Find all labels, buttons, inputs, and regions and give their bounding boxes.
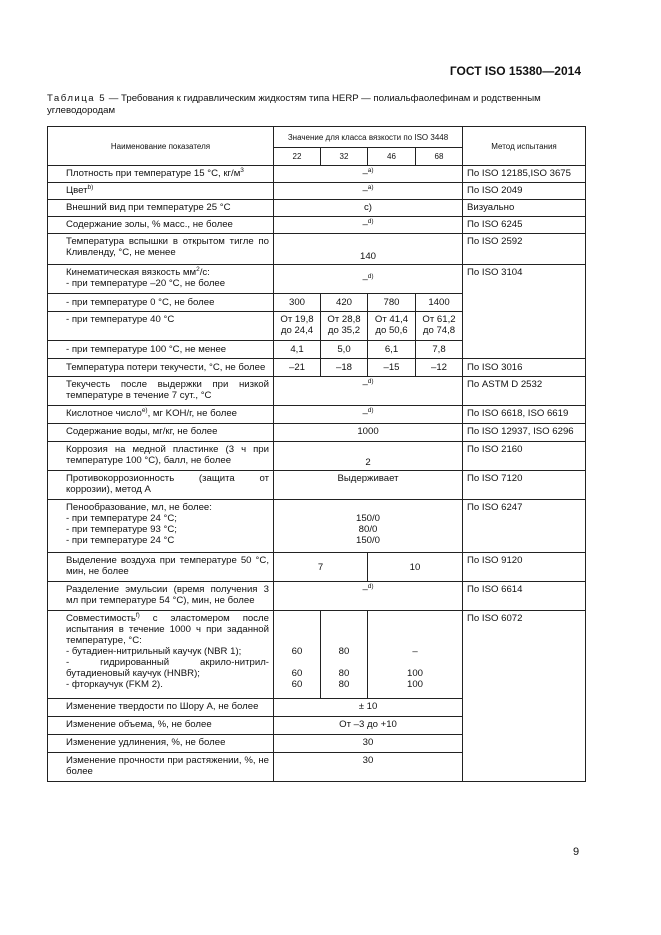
- row-value: От 41,4 до 50,6: [368, 312, 416, 341]
- row-value: ± 10: [274, 699, 463, 717]
- row-method: По ISO 12937, ISO 6296: [463, 424, 586, 442]
- header-grade: 46: [368, 148, 416, 166]
- row-method: По ISO 7120: [463, 471, 586, 500]
- row-value: –21: [274, 359, 321, 377]
- table-row: [48, 217, 586, 234]
- table-caption: [47, 93, 587, 117]
- table-row: [48, 406, 586, 424]
- row-value: 2: [274, 442, 463, 471]
- row-value: От –3 до +10: [274, 717, 463, 735]
- row-value: –: [412, 646, 418, 657]
- row-name: Внешний вид при температуре 25 °С: [48, 200, 274, 217]
- row-name: - при температуре 0 °С, не более: [48, 294, 274, 312]
- row-method: По ISO 3104: [463, 265, 586, 359]
- row-value: 10: [368, 553, 463, 582]
- footnote-ref: a): [367, 183, 374, 191]
- table-row: [48, 183, 586, 200]
- header-method: Метод испытания: [463, 127, 586, 166]
- row-method: По ISO 2592: [463, 234, 586, 265]
- row-name-unit: , мг KOH/г, не более: [147, 408, 237, 419]
- row-name: Совместимость: [66, 613, 136, 624]
- row-value: –: [362, 219, 368, 230]
- row-value: 1400: [416, 294, 463, 312]
- row-subline: - бутадиен-нитрильный каучук (NBR 1);: [66, 646, 242, 657]
- table-row: [48, 500, 586, 553]
- row-value: –: [362, 584, 368, 595]
- row-value: –: [362, 168, 368, 179]
- header-grade: 32: [321, 148, 368, 166]
- row-subline: - при температуре 24 °С;: [66, 513, 177, 524]
- row-name: Содержание золы, % масс., не более: [48, 217, 274, 234]
- row-name-sup: b): [87, 183, 94, 191]
- table-caption-text: — Требования к гидравлическим жидкостям типа HERP — полиальфаолефинам и родственным углеводородам: [47, 93, 541, 116]
- footnote-ref: d): [367, 377, 374, 385]
- row-value: 80/0: [358, 524, 378, 535]
- document-id: ГОСТ ISO 15380—2014: [449, 64, 581, 78]
- row-name: Противокоррозионность (защита от коррозии), метод А: [48, 471, 274, 500]
- row-value: –: [362, 408, 368, 419]
- row-name: Изменение твердости по Шору А, не более: [48, 699, 274, 717]
- row-name: Температура потери текучести, °С, не более: [48, 359, 274, 377]
- table-row: [48, 582, 586, 611]
- row-name: Коррозия на медной пластинке (3 ч при температуре 100 °С), балл, не более: [48, 442, 274, 471]
- footnote-ref: d): [367, 406, 374, 414]
- row-name: Температура вспышки в открытом тигле по Кливленду, °С, не менее: [48, 234, 274, 265]
- row-name: Выделение воздуха при температуре 50 °С, мин, не более: [48, 553, 274, 582]
- row-name: Изменение удлинения, %, не более: [48, 735, 274, 753]
- table-row: [48, 166, 586, 183]
- row-value: 100: [407, 668, 424, 679]
- requirements-table: [47, 126, 586, 782]
- row-value: 7,8: [416, 341, 463, 359]
- row-value: –18: [321, 359, 368, 377]
- row-value: От 28,8 до 35,2: [321, 312, 368, 341]
- table-row: [48, 442, 586, 471]
- page-number: 9: [573, 846, 580, 858]
- table-row: [48, 471, 586, 500]
- footnote-ref: d): [367, 582, 374, 590]
- row-method: По ISO 6618, ISO 6619: [463, 406, 586, 424]
- table-row: [48, 377, 586, 406]
- table-header-row: [48, 127, 586, 148]
- row-name: Кислотное число: [66, 408, 142, 419]
- row-value: –: [362, 379, 368, 390]
- row-method: По ISO 6072: [463, 611, 586, 782]
- row-value: 60: [291, 668, 303, 679]
- row-name-sup: e): [141, 406, 148, 414]
- row-method: По ASTM D 2532: [463, 377, 586, 406]
- row-value: 80: [338, 668, 350, 679]
- table-row: [48, 234, 586, 265]
- row-method: По ISO 3016: [463, 359, 586, 377]
- row-value: 30: [274, 735, 463, 753]
- header-viscosity-group: Значение для класса вязкости по ISO 3448: [274, 127, 463, 148]
- row-method: По ISO 6245: [463, 217, 586, 234]
- row-value: Выдерживает: [274, 471, 463, 500]
- row-name: - при температуре 100 °С, не менее: [48, 341, 274, 359]
- header-grade: 68: [416, 148, 463, 166]
- row-value: 420: [321, 294, 368, 312]
- table-row: [48, 424, 586, 442]
- footnote-ref: a): [367, 166, 374, 174]
- row-method: По ISO 6247: [463, 500, 586, 553]
- row-name: - при температуре 40 °С: [48, 312, 274, 341]
- row-value: 150/0: [356, 513, 381, 524]
- row-method: По ISO 12185,ISO 3675: [463, 166, 586, 183]
- row-method: По ISO 9120: [463, 553, 586, 582]
- row-value: 150/0: [356, 535, 381, 546]
- row-value: –: [362, 185, 368, 196]
- table-caption-label: Таблица 5: [47, 93, 107, 104]
- row-value: 300: [274, 294, 321, 312]
- row-name: Текучесть после выдержки при низкой температуре в течение 7 сут., °С: [48, 377, 274, 406]
- header-grade: 22: [274, 148, 321, 166]
- table-row: [48, 553, 586, 582]
- row-value: От 19,8 до 24,4: [274, 312, 321, 341]
- row-subline: - при температуре 93 °С;: [66, 524, 177, 535]
- row-value: 7: [274, 553, 368, 582]
- row-value: 80: [338, 679, 350, 690]
- row-method: По ISO 2160: [463, 442, 586, 471]
- row-value: 100: [407, 679, 424, 690]
- row-name: Плотность при температуре 15 °С, кг/м: [66, 168, 241, 179]
- row-name: Изменение прочности при растяжении, %, не более: [48, 753, 274, 782]
- header-name: Наименование показателя: [48, 127, 274, 166]
- row-name: Пенообразование, мл, не более:: [66, 502, 212, 513]
- row-value: 30: [274, 753, 463, 782]
- row-value: –15: [368, 359, 416, 377]
- table-row: [48, 359, 586, 377]
- row-subline: - при температуре 24 °С: [66, 535, 175, 546]
- row-name-sup: 3: [240, 166, 244, 174]
- row-value: –12: [416, 359, 463, 377]
- row-name: Содержание воды, мг/кг, не более: [48, 424, 274, 442]
- row-name: Разделение эмульсии (время получения 3 мл при температуре 54 °С), мин, не более: [48, 582, 274, 611]
- row-subline: - гидрированный акрило-нитрил-бутадиеновый каучук (HNBR);: [66, 657, 269, 679]
- row-name-sup: f): [135, 611, 140, 619]
- footnote-ref: d): [367, 272, 374, 280]
- row-method: Визуально: [463, 200, 586, 217]
- row-value: 5,0: [321, 341, 368, 359]
- row-subline: - при температуре –20 °С, не более: [66, 278, 226, 289]
- row-subline: - фторкаучук (FKM 2).: [66, 679, 163, 690]
- row-value: –: [362, 273, 368, 285]
- row-value: 80: [338, 646, 350, 657]
- row-name: Кинематическая вязкость мм: [66, 267, 197, 278]
- row-value: 60: [291, 646, 303, 657]
- row-value: 60: [291, 679, 303, 690]
- row-name-sup: 2: [196, 265, 200, 273]
- row-value: 4,1: [274, 341, 321, 359]
- row-value: 140: [274, 234, 463, 265]
- row-name-unit: /с:: [199, 267, 210, 278]
- row-value: 6,1: [368, 341, 416, 359]
- row-method: По ISO 6614: [463, 582, 586, 611]
- table-row: [48, 611, 586, 699]
- row-value: 780: [368, 294, 416, 312]
- row-name-cont: с эластомером после испытания в течение 1000 ч при заданной температуре, °С:: [66, 613, 269, 646]
- table-row: [48, 265, 586, 294]
- row-name: Изменение объема, %, не более: [48, 717, 274, 735]
- row-name: Цвет: [66, 185, 88, 196]
- footnote-ref: d): [367, 217, 374, 225]
- row-method: По ISO 2049: [463, 183, 586, 200]
- row-value: c): [274, 200, 463, 217]
- row-value: От 61,2 до 74,8: [416, 312, 463, 341]
- row-value: 1000: [274, 424, 463, 442]
- table-row: [48, 200, 586, 217]
